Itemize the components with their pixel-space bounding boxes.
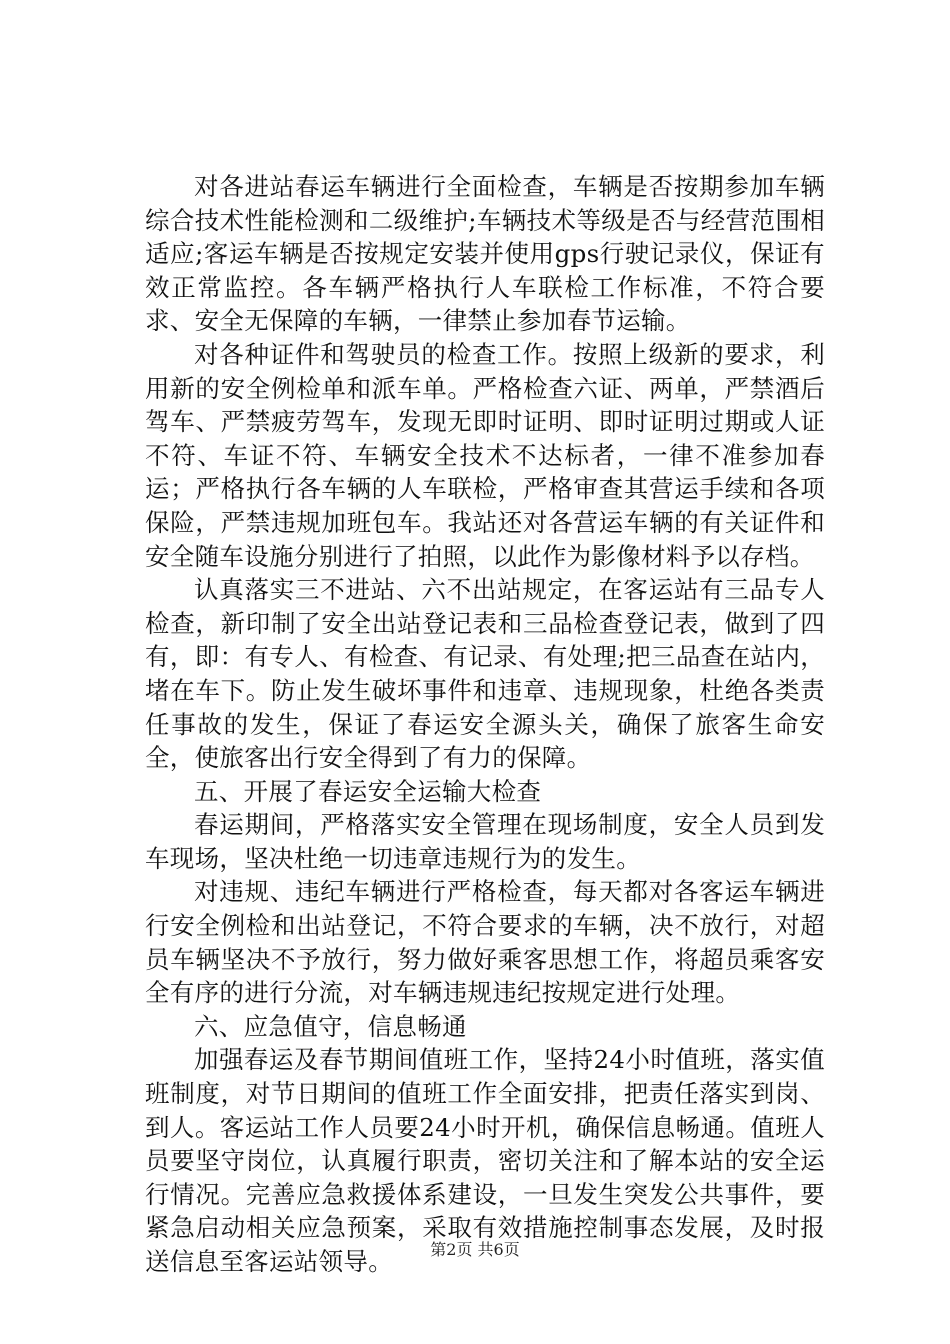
section-heading-6: 六、应急值守，信息畅通 — [194, 1011, 467, 1041]
paragraph-certificate-check: 对各种证件和驾驶员的检查工作。按照上级新的要求，利用新的安全例检单和派车单。严格检查六证、两单，严禁酒后驾车、严禁疲劳驾车，发现无即时证明、即时证明过期或人证不符、车证不符、车辆安全技术不达标者，一律不准参加春运；严格执行各车辆的人车联检，严格审查其营运手续和各项保险，严禁违规加班包车。我站还对各营运车辆的有关证件和安全随车设施分别进行了拍照，以此作为影像材料予以存档。 — [145, 339, 825, 571]
section-heading-5: 五、开展了春运安全运输大检查 — [194, 776, 542, 806]
page-footer: 第2页 共6页 — [430, 1240, 520, 1259]
paragraph-onsite-management: 春运期间，严格落实安全管理在现场制度，安全人员到发车现场，坚决杜绝一切违章违规行为的发生。 — [145, 810, 825, 873]
paragraph-violation-check: 对违规、违纪车辆进行严格检查，每天都对各客运车辆进行安全例检和出站登记，不符合要求的车辆，决不放行，对超员车辆坚决不予放行，努力做好乘客思想工作，将超员乘客安全有序的进行分流，对车辆违规违纪按规定进行处理。 — [145, 877, 825, 1008]
paragraph-duty-info: 加强春运及春节期间值班工作，坚持24小时值班，落实值班制度，对节日期间的值班工作全面安排，把责任落实到岗、到人。客运站工作人员要24小时开机，确保信息畅通。值班人员要坚守岗位，认真履行职责，密切关注和了解本站的安全运行情况。完善应急救援体系建设，一旦发生突发公共事件，要紧急启动相关应急预案，采取有效措施控制事态发展，及时报送信息至客运站领导。 — [145, 1045, 825, 1276]
paragraph-station-rules: 认真落实三不进站、六不出站规定，在客运站有三品专人检查，新印制了安全出站登记表和三品检查登记表，做到了四有，即：有专人、有检查、有记录、有处理;把三品查在站内，堵在车下。防止发生破坏事件和违章、违规现象，杜绝各类责任事故的发生，保证了春运安全源头关，确保了旅客生命安全，使旅客出行安全得到了有力的保障。 — [145, 575, 825, 773]
document-body — [145, 170, 825, 1279]
paragraph-vehicle-inspection: 对各进站春运车辆进行全面检查，车辆是否按期参加车辆综合技术性能检测和二级维护;车辆技术等级是否与经营范围相适应;客运车辆是否按规定安装并使用gps行驶记录仪，保证有效正常监控。各车辆严格执行人车联检工作标准，不符合要求、安全无保障的车辆，一律禁止参加春节运输。 — [145, 172, 825, 336]
